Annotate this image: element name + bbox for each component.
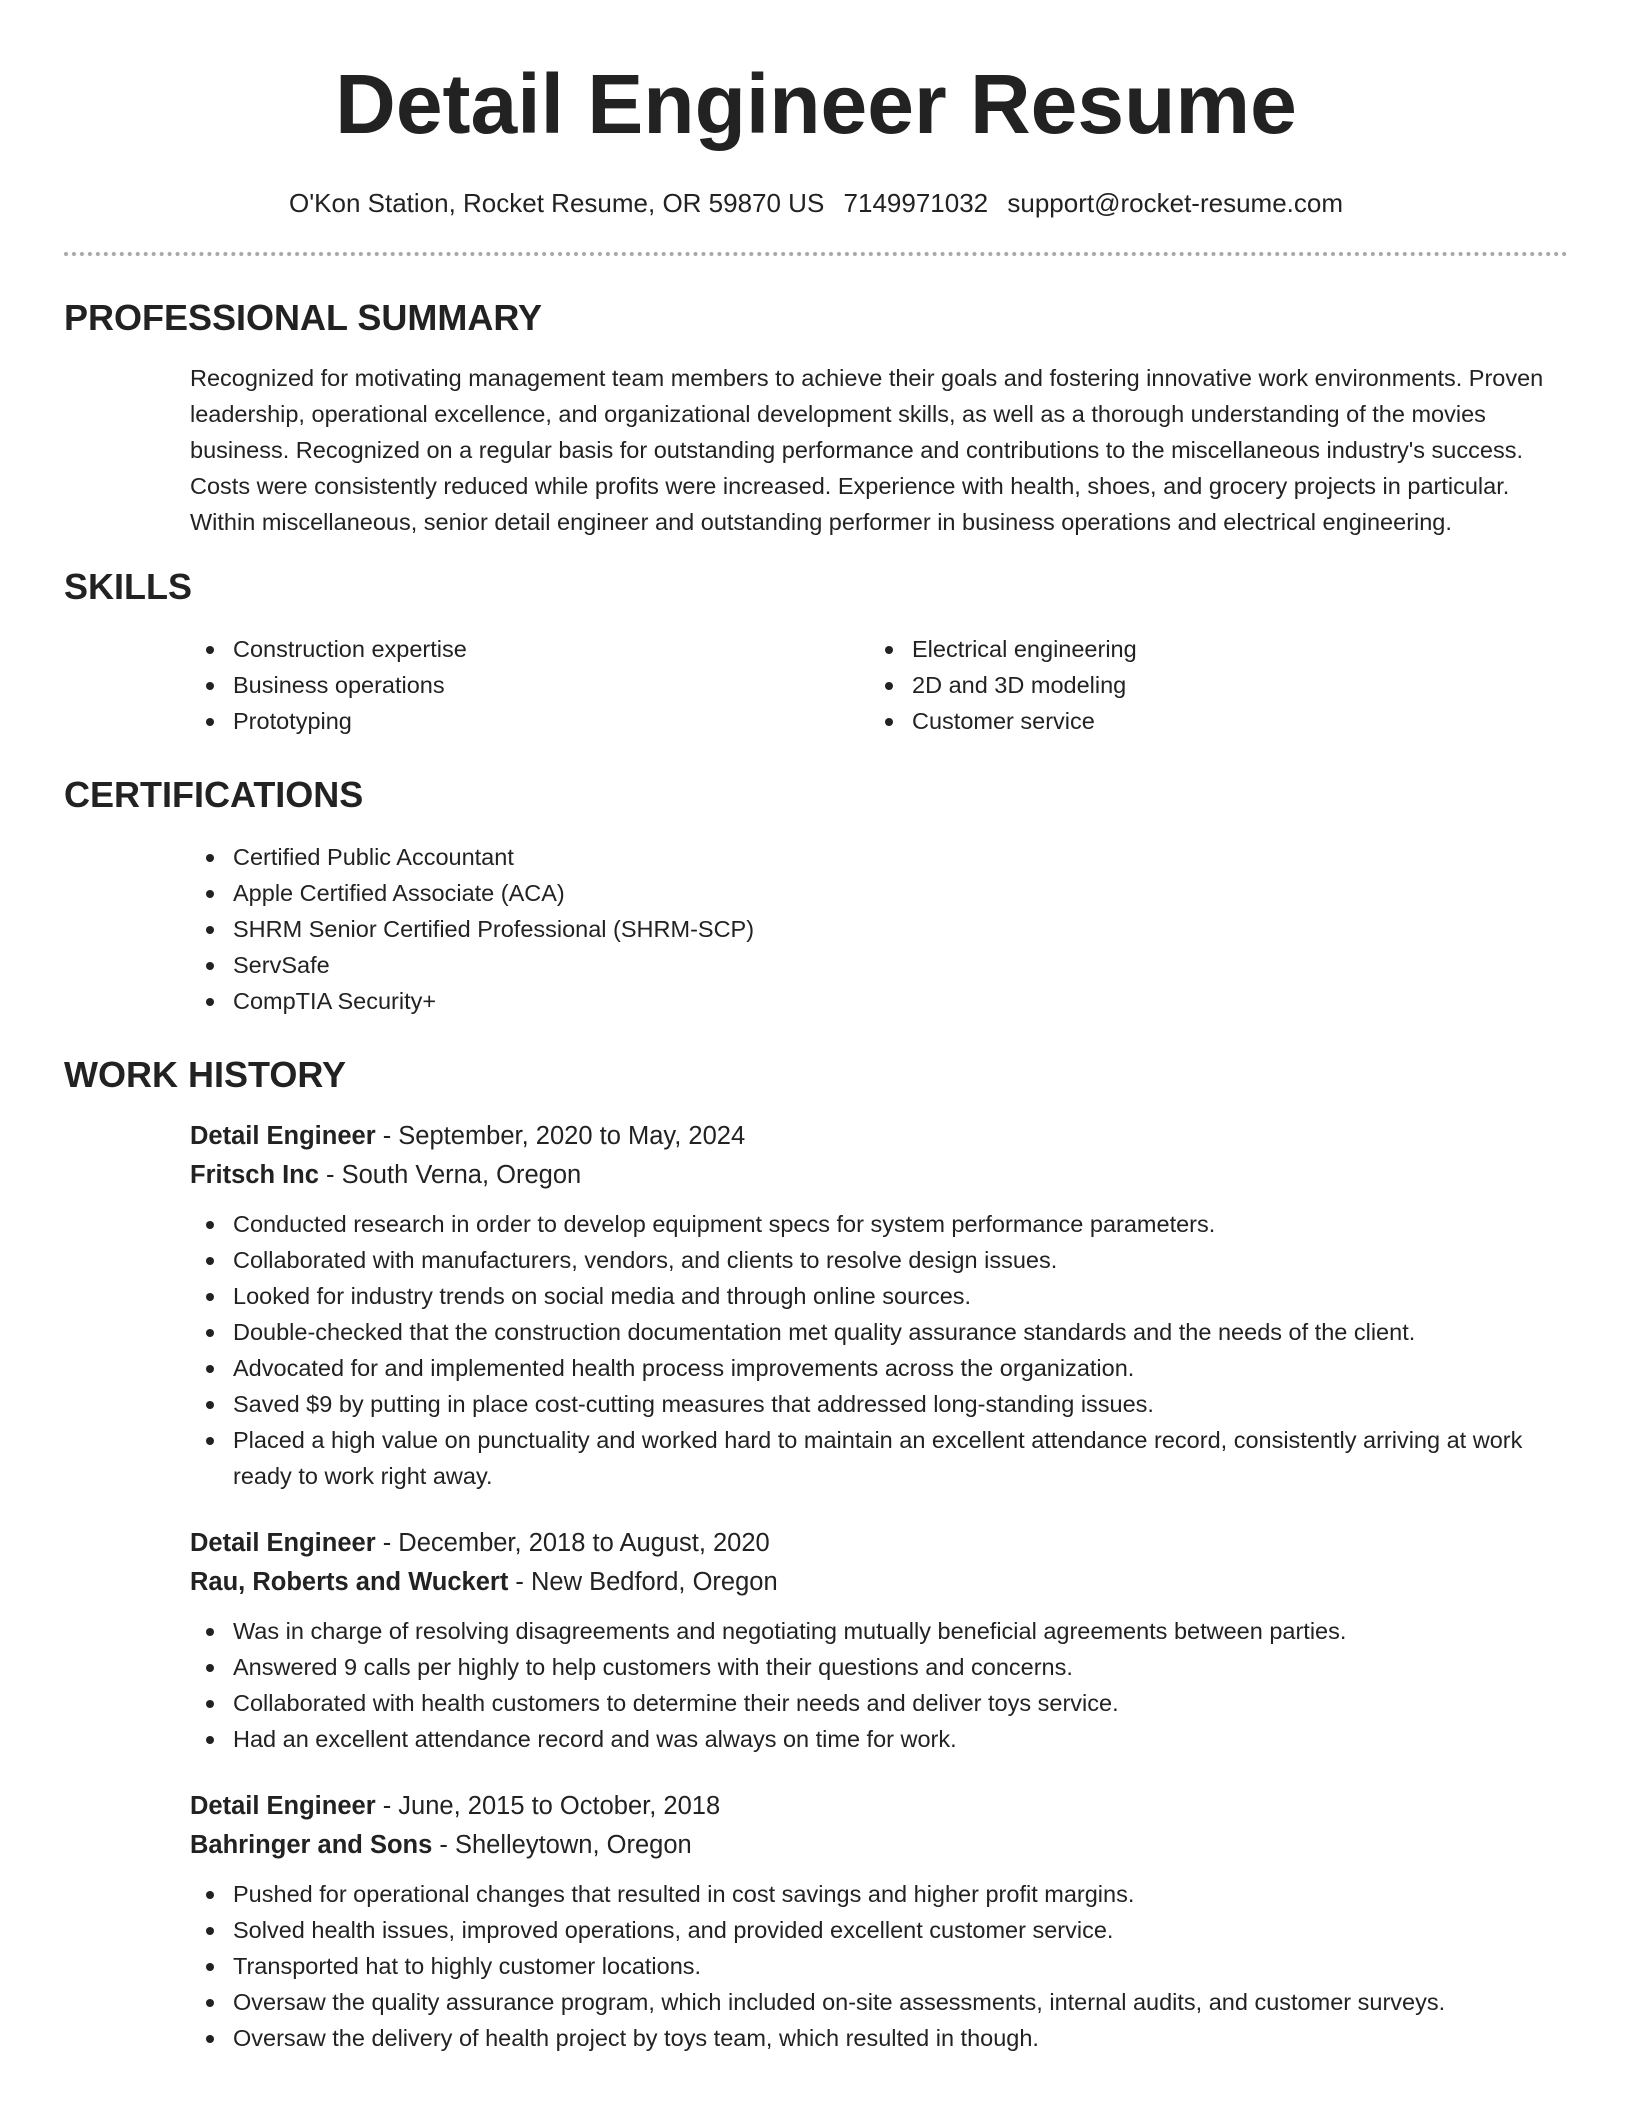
phone: 7149971032 (843, 188, 989, 218)
skill-item: Construction expertise (190, 631, 869, 667)
job-bullet: Solved health issues, improved operations, and provided excellent customer service. (190, 1912, 1568, 1948)
job-bullets (190, 1206, 1568, 1494)
job-company: Rau, Roberts and Wuckert (190, 1568, 509, 1596)
certifications-list (190, 839, 1568, 1019)
job-title-line (190, 1117, 1568, 1156)
job-title-line (190, 1524, 1568, 1563)
job-entry (190, 1524, 1568, 1602)
job-bullet: Saved $9 by putting in place cost-cutting measures that addressed long-standing issues. (190, 1386, 1568, 1422)
job-bullets (190, 1876, 1568, 2056)
certification-item: CompTIA Security+ (190, 983, 1568, 1019)
skill-item: Customer service (869, 703, 1548, 739)
job-company-line (190, 1156, 1568, 1195)
certification-item: SHRM Senior Certified Professional (SHRM-SCP) (190, 911, 1568, 947)
certification-item: Apple Certified Associate (ACA) (190, 875, 1568, 911)
job-bullet: Collaborated with health customers to determine their needs and deliver toys service. (190, 1685, 1568, 1721)
job-bullet: Conducted research in order to develop equipment specs for system performance parameters. (190, 1206, 1568, 1242)
job-company-line (190, 1826, 1568, 1865)
job-title-line (190, 1787, 1568, 1826)
summary-text: Recognized for motivating management team members to achieve their goals and fostering innovative work environments. Proven leadership, operational excellence, and organizational development skills, as well as a thorough understanding of the movies business. Recognized on a regular basis for outstanding performance and contributions to the miscellaneous industry's success. Costs were consistently reduced while profits were increased. Experience with health, shoes, and grocery projects in particular. Within miscellaneous, senior detail engineer and outstanding performer in business operations and electrical engineering. (190, 365, 1544, 535)
job-dates: - September, 2020 to May, 2024 (375, 1122, 746, 1150)
skill-item: 2D and 3D modeling (869, 667, 1548, 703)
job-dates: - December, 2018 to August, 2020 (375, 1529, 770, 1557)
address: O'Kon Station, Rocket Resume, OR 59870 US (288, 188, 825, 218)
job-bullet: Was in charge of resolving disagreements and negotiating mutually beneficial agreements between parties. (190, 1613, 1568, 1649)
job-entry (190, 1787, 1568, 1865)
certification-item: Certified Public Accountant (190, 839, 1568, 875)
skill-item: Business operations (190, 667, 869, 703)
contact-line (64, 188, 1568, 218)
job-location: - Shelleytown, Oregon (432, 1831, 692, 1859)
job-bullet: Advocated for and implemented health process improvements across the organization. (190, 1350, 1568, 1386)
skills-column-right (869, 631, 1548, 739)
resume-title: Detail Engineer Resume (335, 57, 1297, 151)
job-bullet: Double-checked that the construction documentation met quality assurance standards and the needs of the client. (190, 1314, 1568, 1350)
skill-item: Electrical engineering (869, 631, 1548, 667)
job-company: Bahringer and Sons (190, 1831, 433, 1859)
job-title: Detail Engineer (190, 1122, 376, 1150)
job-dates: - June, 2015 to October, 2018 (375, 1792, 721, 1820)
skills-list (190, 631, 1568, 739)
job-bullet: Oversaw the delivery of health project by toys team, which resulted in though. (190, 2020, 1568, 2056)
certifications-heading: CERTIFICATIONS (64, 774, 364, 815)
certification-item: ServSafe (190, 947, 1568, 983)
job-bullet: Oversaw the quality assurance program, which included on-site assessments, internal audits, and customer surveys. (190, 1984, 1568, 2020)
job-bullet: Pushed for operational changes that resulted in cost savings and higher profit margins. (190, 1876, 1568, 1912)
job-bullets (190, 1613, 1568, 1757)
skills-heading: SKILLS (64, 566, 193, 607)
resume-page (64, 0, 1568, 2056)
skill-item: Prototyping (190, 703, 869, 739)
job-bullet: Had an excellent attendance record and was always on time for work. (190, 1721, 1568, 1757)
job-company-line (190, 1563, 1568, 1602)
work-history-heading: WORK HISTORY (64, 1054, 347, 1095)
job-location: - New Bedford, Oregon (508, 1568, 778, 1596)
job-bullet: Collaborated with manufacturers, vendors, and clients to resolve design issues. (190, 1242, 1568, 1278)
job-title: Detail Engineer (190, 1529, 376, 1557)
job-bullet: Looked for industry trends on social media and through online sources. (190, 1278, 1568, 1314)
job-bullet: Placed a high value on punctuality and worked hard to maintain an excellent attendance record, consistently arriving at work ready to work right away. (190, 1422, 1568, 1494)
header-divider (64, 252, 1568, 256)
job-title: Detail Engineer (190, 1792, 376, 1820)
job-location: - South Verna, Oregon (318, 1161, 582, 1189)
email: support@rocket-resume.com (1007, 188, 1344, 218)
summary-heading: PROFESSIONAL SUMMARY (64, 297, 543, 338)
skills-column-left (190, 631, 869, 739)
job-bullet: Transported hat to highly customer locations. (190, 1948, 1568, 1984)
job-bullet: Answered 9 calls per highly to help customers with their questions and concerns. (190, 1649, 1568, 1685)
job-entry (190, 1117, 1568, 1195)
job-company: Fritsch Inc (190, 1161, 319, 1189)
